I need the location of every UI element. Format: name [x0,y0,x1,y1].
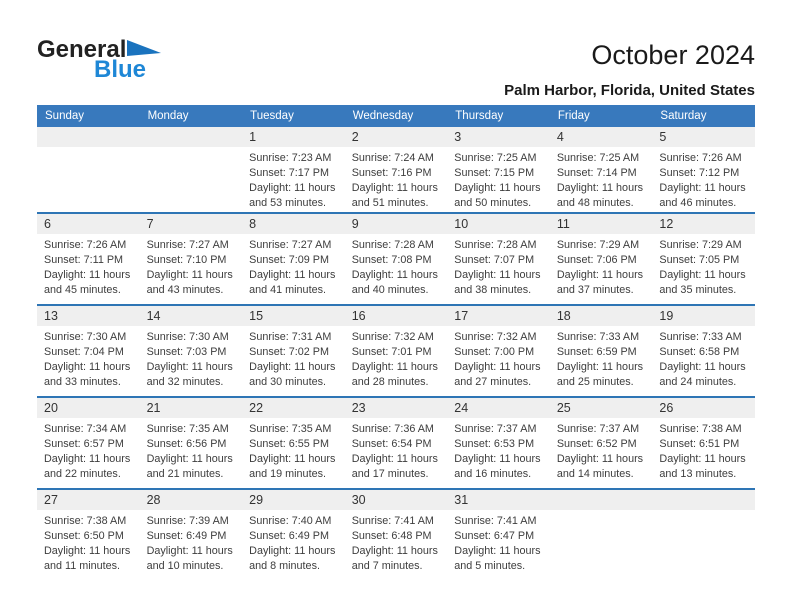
day-number: 22 [242,398,345,418]
day-number: 23 [345,398,448,418]
sunset-text: Sunset: 7:02 PM [249,346,329,358]
day-info [37,418,140,482]
location-subtitle: Palm Harbor, Florida, United States [504,82,755,99]
daylight-text: Daylight: 11 hours and 40 minutes. [351,269,438,296]
daylight-text: Daylight: 11 hours and 13 minutes. [659,453,746,480]
day-cell [550,214,653,304]
day-number: 5 [652,127,755,147]
day-number: 18 [550,306,653,326]
day-number: 31 [447,490,550,510]
day-number [550,490,653,510]
daylight-text: Daylight: 11 hours and 8 minutes. [249,545,336,572]
day-cell [37,306,140,396]
week-row [37,488,755,580]
day-cell [242,127,345,212]
sunrise-text: Sunrise: 7:32 AM [351,331,434,343]
day-info [37,510,140,574]
daylight-text: Daylight: 11 hours and 22 minutes. [44,453,131,480]
day-number: 26 [652,398,755,418]
sunset-text: Sunset: 7:14 PM [556,167,637,179]
sunrise-text: Sunrise: 7:27 AM [146,239,229,251]
day-info [447,510,550,574]
sunset-text: Sunset: 6:48 PM [351,530,432,542]
sunrise-text: Sunrise: 7:25 AM [556,152,640,164]
daylight-text: Daylight: 11 hours and 53 minutes. [249,182,336,209]
page-title: October 2024 [591,40,755,70]
day-info [242,326,345,390]
daylight-text: Daylight: 11 hours and 21 minutes. [146,453,233,480]
week-row [37,127,755,212]
weekday-header-wednesday: Wednesday [352,110,414,122]
day-number [140,127,243,147]
day-cell [345,490,448,580]
day-cell [140,214,243,304]
sunset-text: Sunset: 7:03 PM [146,346,227,358]
day-number: 6 [37,214,140,234]
sunrise-text: Sunrise: 7:37 AM [454,423,537,435]
sunset-text: Sunset: 7:05 PM [659,254,740,266]
sunrise-text: Sunrise: 7:23 AM [249,152,332,164]
sunrise-text: Sunrise: 7:30 AM [44,331,127,343]
daylight-text: Daylight: 11 hours and 17 minutes. [351,453,438,480]
day-cell [447,306,550,396]
day-number: 14 [140,306,243,326]
sunset-text: Sunset: 7:04 PM [44,346,124,358]
sunset-text: Sunset: 6:52 PM [556,438,637,450]
daylight-text: Daylight: 11 hours and 37 minutes. [556,269,644,296]
day-number: 30 [345,490,448,510]
day-cell [652,306,755,396]
day-cell [652,398,755,488]
day-info [652,326,755,390]
day-number: 20 [37,398,140,418]
day-number: 16 [345,306,448,326]
day-cell [345,306,448,396]
day-info [652,234,755,298]
day-info [345,510,448,574]
sunset-text: Sunset: 6:47 PM [454,530,535,542]
day-cell [140,398,243,488]
day-number: 3 [447,127,550,147]
daylight-text: Daylight: 11 hours and 48 minutes. [556,182,644,209]
day-info [37,326,140,390]
daylight-text: Daylight: 11 hours and 35 minutes. [659,269,746,296]
day-info [242,147,345,211]
day-info [447,418,550,482]
sunrise-text: Sunrise: 7:34 AM [44,423,127,435]
day-number: 1 [242,127,345,147]
sunset-text: Sunset: 7:08 PM [351,254,432,266]
daylight-text: Daylight: 11 hours and 19 minutes. [249,453,336,480]
empty-day-cell [37,127,140,212]
day-number: 24 [447,398,550,418]
day-number: 15 [242,306,345,326]
day-info [652,147,755,211]
day-cell [652,214,755,304]
weekday-header-thursday: Thursday [455,110,504,122]
week-row [37,304,755,396]
weekday-header-saturday: Saturday [660,110,707,122]
sunrise-text: Sunrise: 7:28 AM [351,239,434,251]
daylight-text: Daylight: 11 hours and 41 minutes. [249,269,336,296]
day-info [345,147,448,211]
sunrise-text: Sunrise: 7:38 AM [659,423,742,435]
daylight-text: Daylight: 11 hours and 46 minutes. [659,182,746,209]
day-info [550,147,653,211]
day-cell [550,398,653,488]
day-number: 27 [37,490,140,510]
daylight-text: Daylight: 11 hours and 43 minutes. [146,269,233,296]
day-number: 17 [447,306,550,326]
day-cell [242,490,345,580]
day-info [345,326,448,390]
empty-day-cell [550,490,653,580]
day-cell [345,398,448,488]
day-cell [345,214,448,304]
daylight-text: Daylight: 11 hours and 27 minutes. [454,361,541,388]
sunrise-text: Sunrise: 7:37 AM [556,423,640,435]
day-info [140,326,243,390]
day-number: 13 [37,306,140,326]
day-number: 21 [140,398,243,418]
day-info [242,510,345,574]
sunrise-text: Sunrise: 7:35 AM [146,423,229,435]
day-info [140,234,243,298]
sunrise-text: Sunrise: 7:41 AM [351,515,434,527]
sunset-text: Sunset: 6:58 PM [659,346,740,358]
day-number: 12 [652,214,755,234]
day-info [345,418,448,482]
day-info [140,418,243,482]
sunrise-text: Sunrise: 7:32 AM [454,331,537,343]
general-blue-logo [37,38,161,82]
day-cell [447,127,550,212]
day-number: 11 [550,214,653,234]
daylight-text: Daylight: 11 hours and 10 minutes. [146,545,233,572]
sunset-text: Sunset: 7:00 PM [454,346,535,358]
day-number: 2 [345,127,448,147]
day-number [37,127,140,147]
sunrise-text: Sunrise: 7:27 AM [249,239,332,251]
daylight-text: Daylight: 11 hours and 25 minutes. [556,361,644,388]
sunrise-text: Sunrise: 7:41 AM [454,515,537,527]
day-cell [242,398,345,488]
sunset-text: Sunset: 6:57 PM [44,438,124,450]
day-cell [447,214,550,304]
day-info [242,234,345,298]
day-cell [447,490,550,580]
daylight-text: Daylight: 11 hours and 28 minutes. [351,361,438,388]
day-info [242,418,345,482]
daylight-text: Daylight: 11 hours and 16 minutes. [454,453,541,480]
empty-day-cell [652,490,755,580]
day-info [550,234,653,298]
day-cell [242,214,345,304]
day-number: 19 [652,306,755,326]
day-number: 9 [345,214,448,234]
day-cell [37,398,140,488]
week-row [37,396,755,488]
sunset-text: Sunset: 7:01 PM [351,346,432,358]
week-row [37,212,755,304]
logo-text-general: General [37,36,127,63]
day-cell [140,490,243,580]
sunset-text: Sunset: 7:17 PM [249,167,329,179]
day-cell [447,398,550,488]
daylight-text: Daylight: 11 hours and 38 minutes. [454,269,541,296]
sunset-text: Sunset: 7:15 PM [454,167,535,179]
daylight-text: Daylight: 11 hours and 24 minutes. [659,361,746,388]
sunrise-text: Sunrise: 7:30 AM [146,331,229,343]
daylight-text: Daylight: 11 hours and 50 minutes. [454,182,541,209]
sunrise-text: Sunrise: 7:28 AM [454,239,537,251]
day-cell [37,214,140,304]
day-number: 4 [550,127,653,147]
logo-text-blue: Blue [94,56,147,83]
weekday-header-sunday: Sunday [45,110,85,122]
sunset-text: Sunset: 6:55 PM [249,438,329,450]
daylight-text: Daylight: 11 hours and 11 minutes. [44,545,131,572]
daylight-text: Daylight: 11 hours and 30 minutes. [249,361,336,388]
sunset-text: Sunset: 7:09 PM [249,254,329,266]
sunset-text: Sunset: 6:54 PM [351,438,432,450]
daylight-text: Daylight: 11 hours and 14 minutes. [556,453,644,480]
day-info [550,326,653,390]
daylight-text: Daylight: 11 hours and 32 minutes. [146,361,233,388]
sunset-text: Sunset: 6:53 PM [454,438,535,450]
sunrise-text: Sunrise: 7:33 AM [659,331,742,343]
sunrise-text: Sunrise: 7:31 AM [249,331,332,343]
day-number: 25 [550,398,653,418]
calendar [37,105,755,580]
day-cell [242,306,345,396]
logo-triangle-icon [127,40,161,56]
sunrise-text: Sunrise: 7:29 AM [556,239,640,251]
day-number: 7 [140,214,243,234]
empty-day-cell [140,127,243,212]
page-header [37,38,755,102]
weekday-header-monday: Monday [147,110,189,122]
daylight-text: Daylight: 11 hours and 51 minutes. [351,182,438,209]
day-info [140,510,243,574]
day-cell [550,306,653,396]
day-info [447,147,550,211]
day-cell [652,127,755,212]
sunset-text: Sunset: 6:50 PM [44,530,124,542]
sunset-text: Sunset: 7:07 PM [454,254,535,266]
day-cell [345,127,448,212]
sunrise-text: Sunrise: 7:35 AM [249,423,332,435]
day-info [37,234,140,298]
daylight-text: Daylight: 11 hours and 33 minutes. [44,361,131,388]
day-info [345,234,448,298]
sunrise-text: Sunrise: 7:40 AM [249,515,332,527]
sunset-text: Sunset: 6:49 PM [146,530,227,542]
sunrise-text: Sunrise: 7:26 AM [44,239,127,251]
weekday-header-tuesday: Tuesday [250,110,294,122]
sunrise-text: Sunrise: 7:29 AM [659,239,742,251]
sunrise-text: Sunrise: 7:24 AM [351,152,434,164]
calendar-grid [37,127,755,580]
day-info [447,234,550,298]
day-cell [550,127,653,212]
sunrise-text: Sunrise: 7:36 AM [351,423,434,435]
day-info [550,418,653,482]
sunset-text: Sunset: 7:10 PM [146,254,227,266]
day-number: 10 [447,214,550,234]
day-info [447,326,550,390]
sunrise-text: Sunrise: 7:39 AM [146,515,229,527]
weekday-header-row [37,105,755,127]
sunset-text: Sunset: 6:56 PM [146,438,227,450]
sunset-text: Sunset: 7:11 PM [44,254,124,266]
day-number: 28 [140,490,243,510]
sunset-text: Sunset: 7:06 PM [556,254,637,266]
weekday-header-friday: Friday [557,110,590,122]
sunrise-text: Sunrise: 7:25 AM [454,152,537,164]
sunset-text: Sunset: 7:16 PM [351,167,432,179]
day-cell [140,306,243,396]
day-number: 8 [242,214,345,234]
sunset-text: Sunset: 6:59 PM [556,346,637,358]
day-number: 29 [242,490,345,510]
sunset-text: Sunset: 6:49 PM [249,530,329,542]
day-cell [37,490,140,580]
daylight-text: Daylight: 11 hours and 45 minutes. [44,269,131,296]
sunrise-text: Sunrise: 7:26 AM [659,152,742,164]
sunrise-text: Sunrise: 7:33 AM [556,331,640,343]
daylight-text: Daylight: 11 hours and 5 minutes. [454,545,541,572]
day-number [652,490,755,510]
calendar-page [37,38,755,580]
sunset-text: Sunset: 6:51 PM [659,438,740,450]
sunset-text: Sunset: 7:12 PM [659,167,740,179]
daylight-text: Daylight: 11 hours and 7 minutes. [351,545,438,572]
day-info [652,418,755,482]
sunrise-text: Sunrise: 7:38 AM [44,515,127,527]
